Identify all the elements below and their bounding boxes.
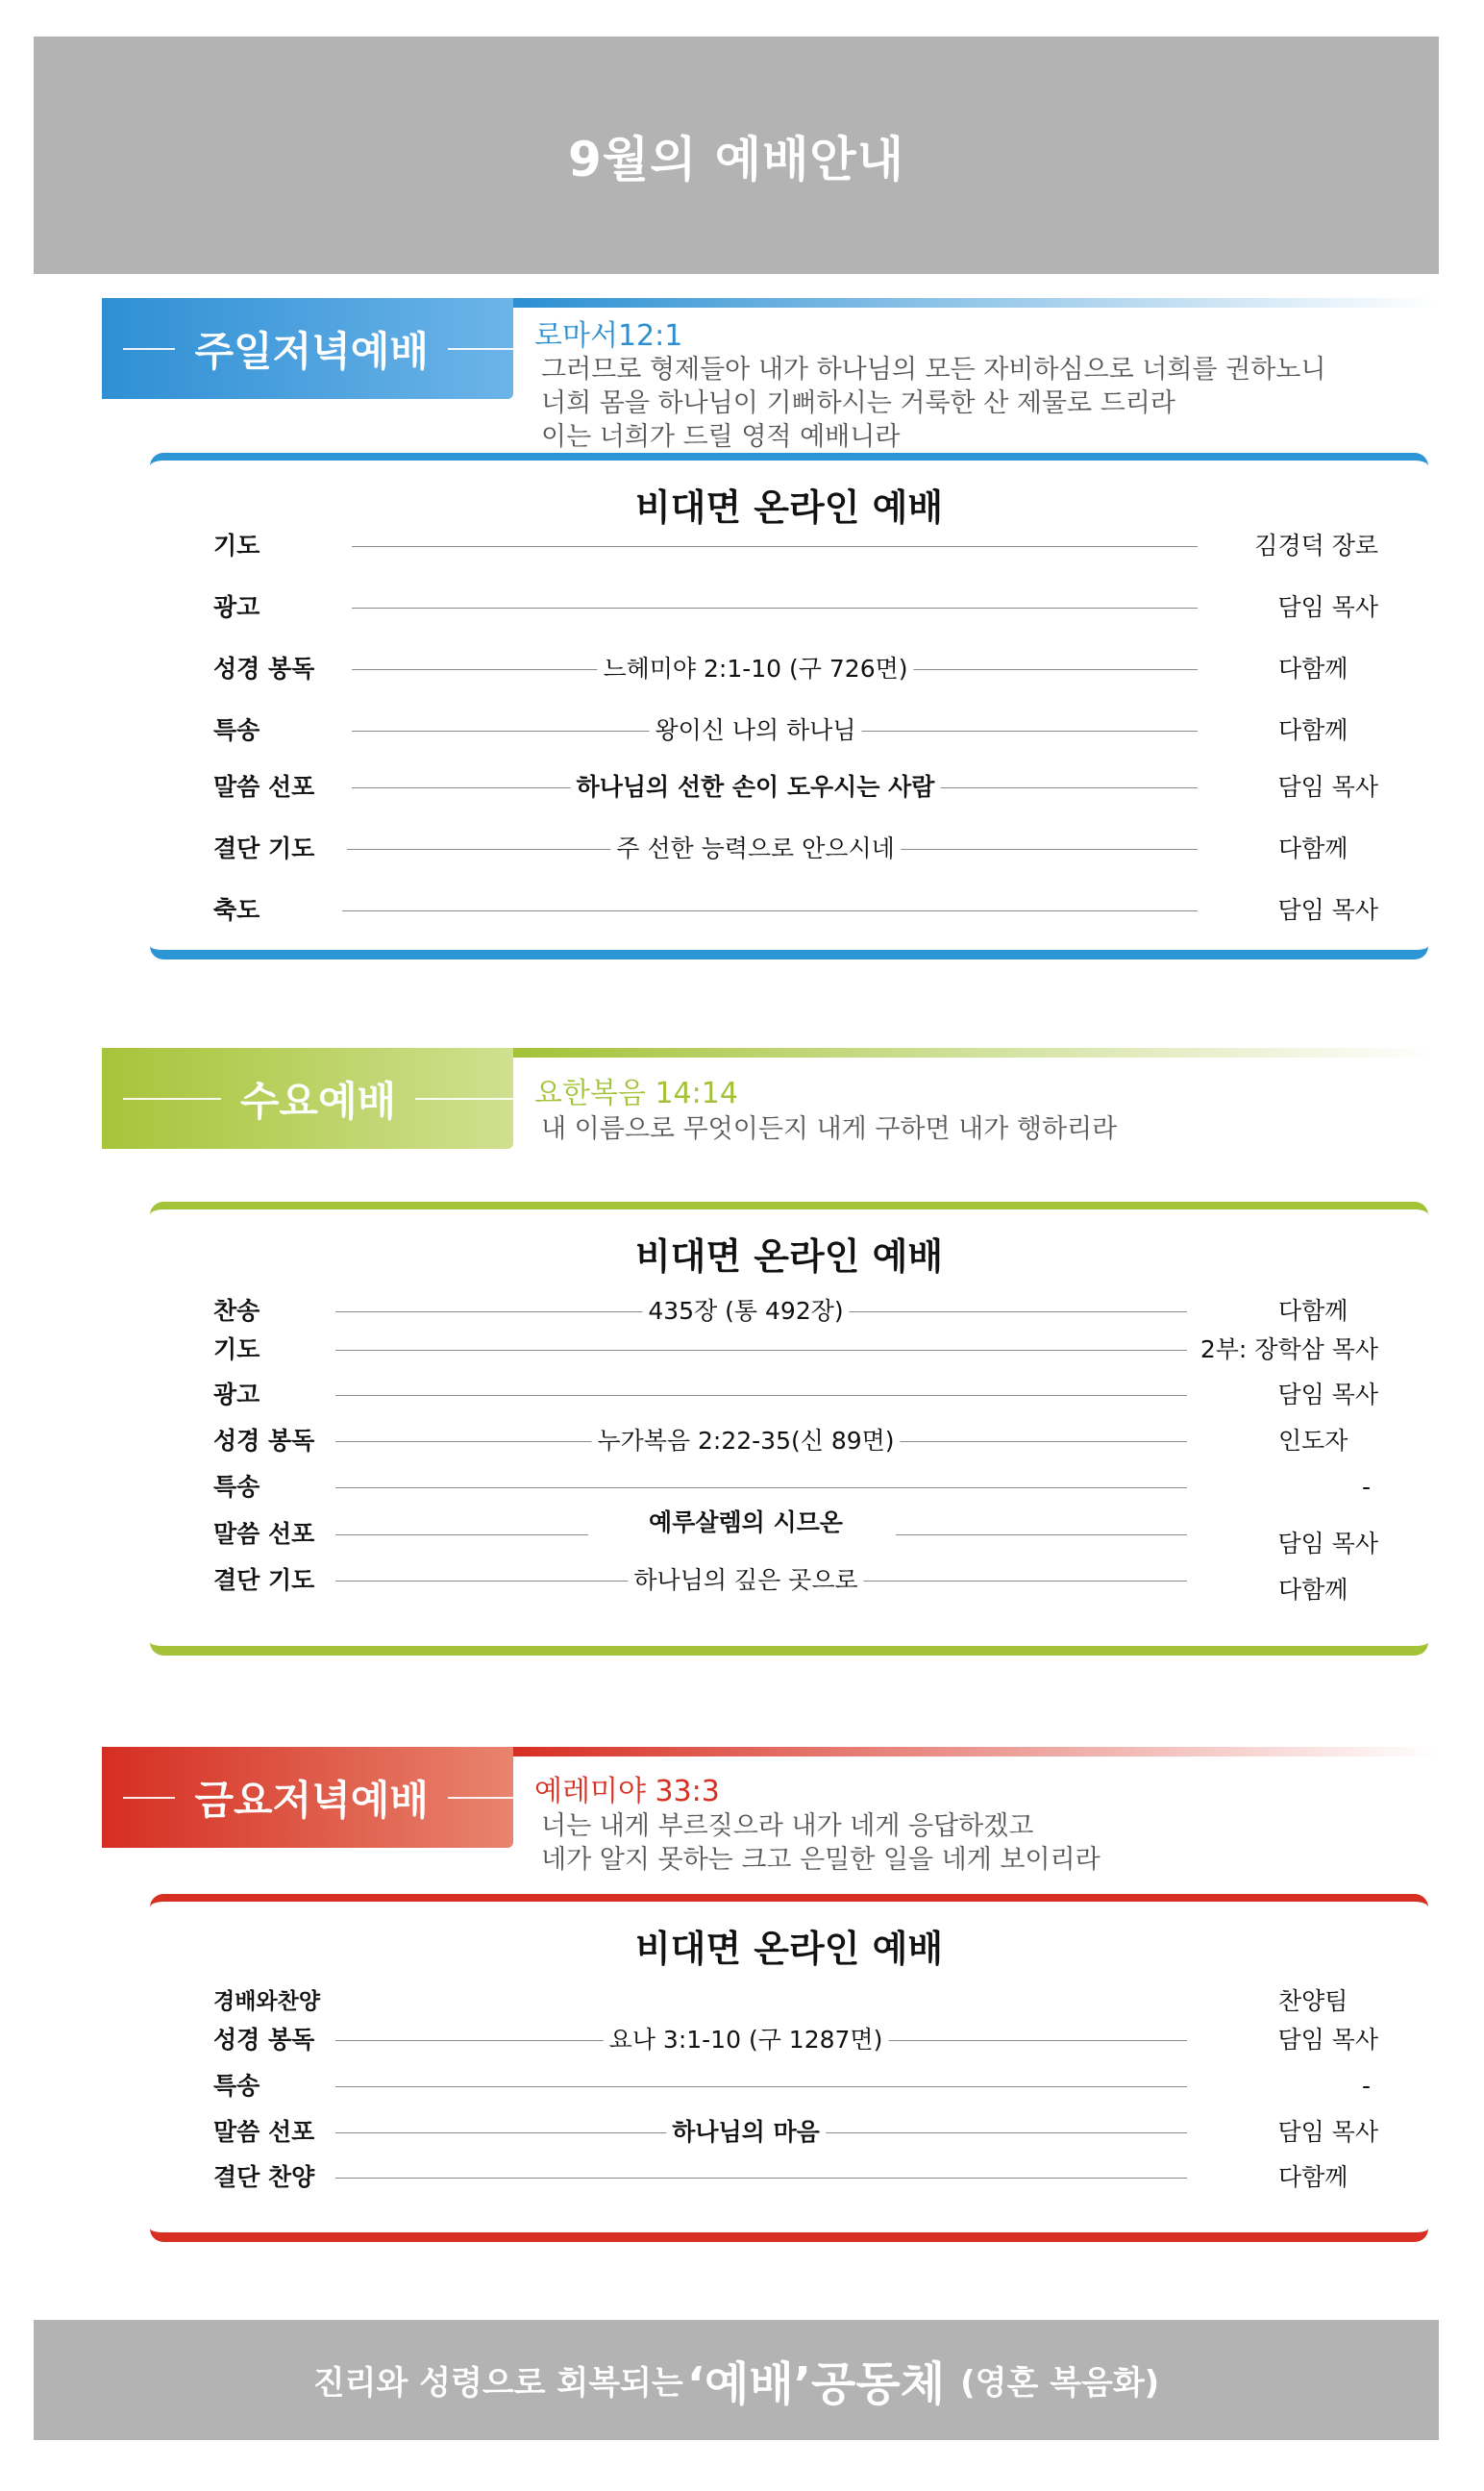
row-leader: 담임 목사 <box>1277 896 1378 924</box>
sunday-row-prayer <box>150 527 1428 565</box>
row-label: 결단 찬양 <box>213 2163 315 2191</box>
friday-verse-ref: 예레미야 33:3 <box>534 1775 720 1808</box>
row-label: 결단 기도 <box>213 834 315 862</box>
wednesday-row-scripture <box>150 1422 1428 1460</box>
row-content: 하나님의 선한 손이 도우시는 사람 <box>571 768 941 807</box>
sunday-verse-ref: 로마서12:1 <box>534 319 683 353</box>
row-leader: 다함께 <box>1278 716 1348 744</box>
sunday-verse-line-2: 너희 몸을 하나님이 기뻐하시는 거룩한 산 제물로 드리라 <box>541 388 1175 418</box>
friday-row-special-song <box>150 2067 1428 2105</box>
row-leader: 김경덕 장로 <box>1254 532 1378 560</box>
friday-card <box>150 1894 1428 2242</box>
row-leader: 다함께 <box>1278 2163 1348 2191</box>
wednesday-gradient-line <box>513 1048 1436 1058</box>
wednesday-card-title: 비대면 온라인 예배 <box>634 1235 944 1278</box>
row-content: 주 선한 능력으로 안으시네 <box>610 830 901 868</box>
friday-row-praise <box>150 1982 1428 2021</box>
friday-label: 금요저녁예배 <box>194 1776 429 1824</box>
friday-row-commit-song <box>150 2158 1428 2197</box>
row-leader: 담임 목사 <box>1277 2026 1378 2054</box>
row-label: 기도 <box>213 532 260 560</box>
friday-row-scripture <box>150 2021 1428 2059</box>
wednesday-row-commit-prayer <box>150 1561 1428 1604</box>
row-leader: 다함께 <box>1278 1297 1348 1325</box>
friday-verse-line-2: 네가 알지 못하는 크고 은밀한 일을 네게 보이리라 <box>541 1845 1101 1875</box>
row-leader: 다함께 <box>1278 1576 1348 1604</box>
row-content: 누가복음 2:22-35(신 89면) <box>591 1422 900 1460</box>
sunday-card-title: 비대면 온라인 예배 <box>634 486 944 529</box>
row-leader: 담임 목사 <box>1277 773 1378 801</box>
page-title: 9월의 예배안내 <box>568 131 904 187</box>
friday-tag <box>102 1747 513 1848</box>
row-leader: - <box>1361 2072 1371 2100</box>
footer-text-1: 진리와 성령으로 회복되는 <box>312 2364 683 2403</box>
sunday-row-sermon <box>150 768 1428 807</box>
sunday-row-scripture <box>150 650 1428 688</box>
row-content: 왕이신 나의 하나님 <box>649 711 861 750</box>
sunday-row-benediction <box>150 891 1428 930</box>
sunday-card <box>150 453 1428 959</box>
row-leader: 다함께 <box>1278 655 1348 683</box>
row-content: 435장 (통 492장) <box>642 1292 849 1331</box>
row-label: 말씀 선포 <box>213 1520 315 1548</box>
row-leader: 2부: 장학삼 목사 <box>1200 1335 1378 1363</box>
row-leader: - <box>1361 1473 1371 1501</box>
row-content: 하나님의 깊은 곳으로 <box>628 1561 863 1600</box>
row-leader: 담임 목사 <box>1277 2118 1378 2146</box>
wednesday-row-special-song <box>150 1468 1428 1507</box>
friday-verse-line-1: 너는 내게 부르짖으라 내가 네게 응답하겠고 <box>541 1811 1034 1841</box>
wednesday-row-prayer <box>150 1331 1428 1369</box>
row-content: 예루살렘의 시므온 <box>643 1504 849 1542</box>
row-label: 광고 <box>213 1381 260 1408</box>
row-label: 광고 <box>213 593 260 621</box>
footer-text-3: (영혼 복음화) <box>960 2364 1160 2403</box>
footer-text-2: ‘예배’공동체 <box>686 2357 946 2411</box>
sunday-gradient-line <box>513 298 1436 308</box>
row-label: 결단 기도 <box>213 1566 315 1594</box>
row-leader: 다함께 <box>1278 834 1348 862</box>
row-leader: 담임 목사 <box>1277 1381 1378 1408</box>
row-label: 특송 <box>213 2072 260 2100</box>
row-label: 기도 <box>213 1335 260 1363</box>
row-label: 특송 <box>213 1473 260 1501</box>
row-label: 찬송 <box>213 1297 260 1325</box>
row-leader: 인도자 <box>1278 1427 1348 1455</box>
sunday-label: 주일저녁예배 <box>194 327 429 375</box>
row-leader: 담임 목사 <box>1277 593 1378 621</box>
row-label: 성경 봉독 <box>213 1427 315 1455</box>
wednesday-verse-ref: 요한복음 14:14 <box>534 1077 738 1110</box>
row-content: 요나 3:1-10 (구 1287면) <box>604 2021 889 2059</box>
row-label: 특송 <box>213 716 260 744</box>
sunday-verse-line-3: 이는 너희가 드릴 영적 예배니라 <box>541 422 901 452</box>
row-leader: 담임 목사 <box>1277 1530 1378 1557</box>
header-banner <box>34 37 1439 274</box>
sunday-row-commit-prayer <box>150 830 1428 868</box>
row-label: 경배와찬양 <box>213 1989 321 2014</box>
wednesday-label: 수요예배 <box>239 1077 397 1125</box>
wednesday-verse-line-1: 내 이름으로 무엇이든지 내게 구하면 내가 행하리라 <box>541 1114 1118 1144</box>
wednesday-row-sermon <box>150 1508 1428 1557</box>
footer-banner <box>34 2320 1439 2440</box>
wednesday-row-announce <box>150 1376 1428 1414</box>
friday-row-sermon <box>150 2113 1428 2152</box>
row-content: 하나님의 마음 <box>666 2113 826 2152</box>
friday-card-title: 비대면 온라인 예배 <box>634 1928 944 1970</box>
wednesday-row-hymn <box>150 1292 1428 1331</box>
row-label: 성경 봉독 <box>213 2026 315 2054</box>
row-label: 말씀 선포 <box>213 773 315 801</box>
wednesday-tag <box>102 1048 513 1149</box>
sunday-row-special-song <box>150 711 1428 750</box>
sunday-verse-line-1: 그러므로 형제들아 내가 하나님의 모든 자비하심으로 너희를 권하노니 <box>541 355 1326 385</box>
sunday-row-announce <box>150 588 1428 627</box>
row-leader: 찬양팀 <box>1278 1987 1348 2015</box>
row-label: 축도 <box>213 896 260 924</box>
row-label: 말씀 선포 <box>213 2118 315 2146</box>
row-content: 느헤미야 2:1-10 (구 726면) <box>597 650 913 688</box>
wednesday-card <box>150 1202 1428 1656</box>
row-label: 성경 봉독 <box>213 655 315 683</box>
friday-gradient-line <box>513 1747 1436 1756</box>
sunday-tag <box>102 298 513 399</box>
